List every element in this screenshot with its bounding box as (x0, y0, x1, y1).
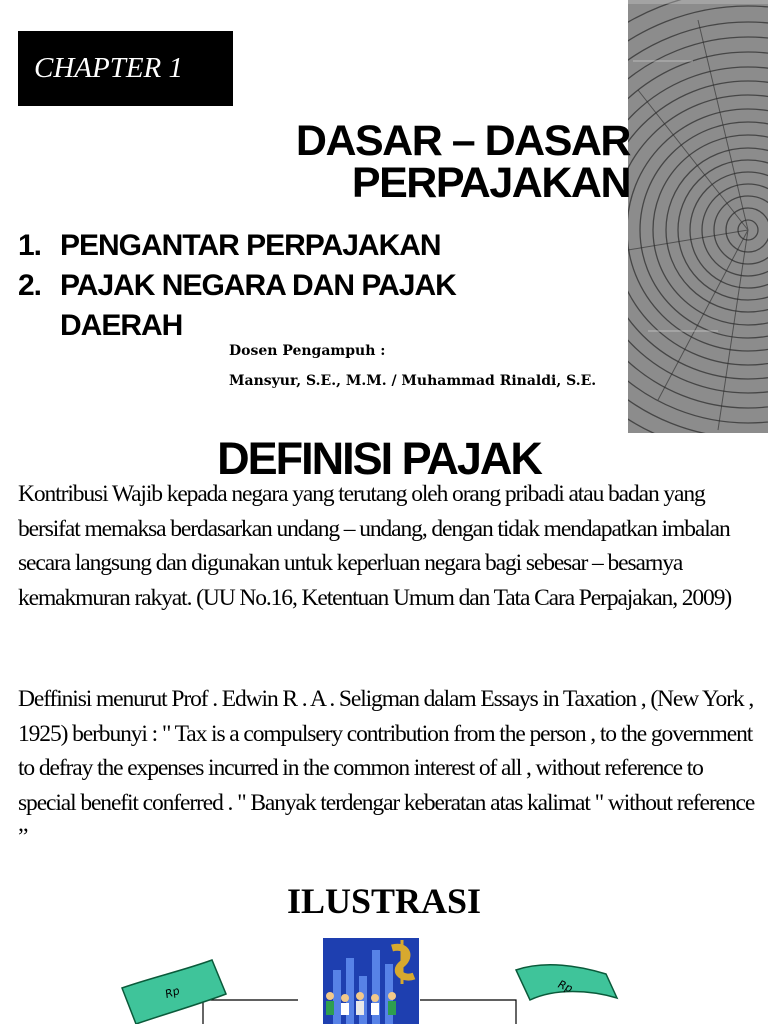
money-note-right-label: Rp (556, 977, 575, 996)
topic-item (18, 226, 538, 266)
topic-number: 1. (18, 229, 42, 262)
main-title-line2: PERPAJAKAN (351, 159, 630, 207)
illustration-title: ILUSTRASI (286, 881, 482, 921)
main-title-line1: DASAR – DASAR (295, 117, 630, 165)
illustration (0, 930, 768, 1024)
chapter-label: CHAPTER 1 (18, 31, 233, 106)
wood-rings-image (628, 0, 768, 433)
topic-number: 2. (18, 269, 42, 302)
topic-label: PENGANTAR PERPAJAKAN (60, 229, 441, 262)
topic-list (18, 226, 538, 346)
finance-chart-icon (323, 938, 419, 1024)
money-note-left-label: Rp (163, 984, 182, 1001)
topic-item (18, 266, 538, 346)
definition-paragraph: Kontribusi Wajib kepada negara yang terutang oleh orang pribadi atau badan yang bersifat memaksa berdasarkan undang – undang, dengan tidak mendapatkan imbalan secara langsung dan digunakan untuk keperluan negara bagi sebesar – besarnya kemakmuran rakyat. (UU No.16, Ketentuan Umum dan Tata Cara Perpajakan, 2009) (18, 481, 732, 611)
topic-label: PAJAK NEGARA DAN PAJAK DAERAH (60, 269, 456, 342)
lecturer-label: Dosen Pengampuh : (229, 343, 386, 359)
definition-title: DEFINISI PAJAK (217, 433, 541, 484)
main-title (230, 117, 630, 207)
lecturer-block (229, 336, 629, 396)
lecturer-names: Mansyur, S.E., M.M. / Muhammad Rinaldi, S.E. (229, 373, 597, 389)
seligman-paragraph: Deffinisi menurut Prof . Edwin R . A . Seligman dalam Essays in Taxation , (New York , 1925) berbunyi : " Tax is a compulsery contribution from the person , to the government to defray the expenses incurred in the common interest of all , without reference to special benefit conferred . " Banyak terdengar keberatan atas kalimat " without reference ” (18, 686, 755, 850)
